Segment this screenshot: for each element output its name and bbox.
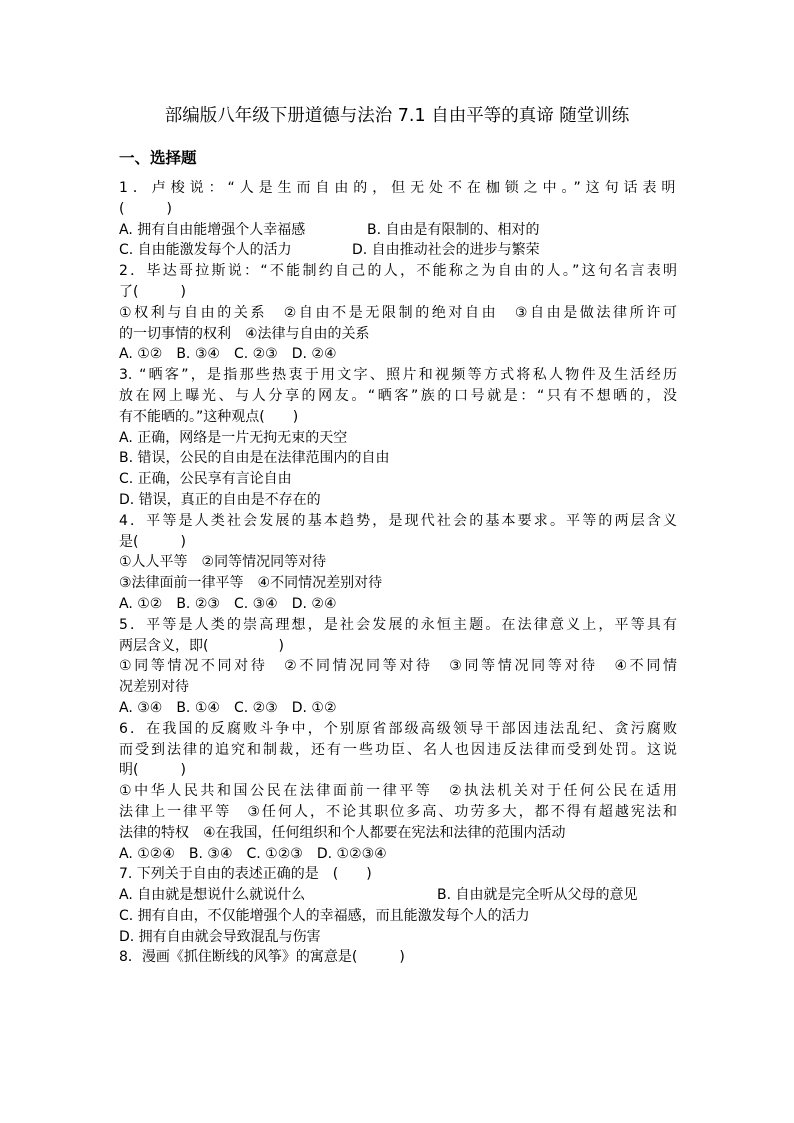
question-4-stem: 4．平等是人类社会发展的基本趋势，是现代社会的基本要求。平等的两层含义 [119,512,677,529]
question-6-options[interactable]: A. ①②④ B. ③④ C. ①②③ D. ①②③④ [119,845,387,862]
question-1-options-row [119,240,677,261]
question-7-option-b[interactable]: B. 自由就是完全听从父母的意见 [437,887,638,904]
question-6-statements: ①中华人民共和国公民在法律面前一律平等 ②执法机关对于任何公民在适用 [119,783,677,800]
question-5-stem: 5．平等是人类的崇高理想，是社会发展的永恒主题。在法律意义上，平等具有 [119,616,677,633]
question-3-stem: 放在网上曝光、与人分享的网友。“晒客”族的口号就是：“只有不想晒的，没 [119,387,677,404]
question-3-option-c[interactable]: C. 正确，公民享有言论自由 [119,471,292,488]
question-6-stem: 6．在我国的反腐败斗争中，个别原省部级高级领导干部因违法乱纪、贪污腐败 [119,720,677,737]
question-7-option-d[interactable]: D. 拥有自由就会导致混乱与伤害 [119,928,321,945]
page-title: 部编版八年级下册道德与法治 7.1 自由平等的真谛 随堂训练 [164,106,630,126]
question-4-statements: ③法律面前一律平等 ④不同情况差别对待 [119,575,383,592]
question-3-option-d[interactable]: D. 错误，真正的自由是不存在的 [119,491,321,508]
question-4-options[interactable]: A. ①② B. ②③ C. ③④ D. ②④ [119,595,337,612]
question-1-option-c[interactable]: C. 自由能激发每个人的活力 [119,242,292,259]
question-2-stem: 2．毕达哥拉斯说：“不能制约自己的人，不能称之为自由的人。”这句名言表明 [119,263,677,280]
question-8-stem: 8．漫画《抓住断线的风筝》的寓意是( ) [119,949,405,966]
question-5-stem: 两层含义，即( ) [119,637,284,654]
question-6-statements: 法律上一律平等 ③任何人，不论其职位多高、功劳多大，都不得有超越宪法和 [119,803,677,820]
question-7-option-c[interactable]: C. 拥有自由，不仅能增强个人的幸福感，而且能激发每个人的活力 [119,907,530,924]
question-2-statements: ①权利与自由的关系 ②自由不是无限制的绝对自由 ③自由是做法律所许可 [119,304,677,321]
question-list [119,178,677,968]
question-2-bracket: 了( ) [119,283,186,300]
question-2-options[interactable]: A. ①② B. ③④ C. ②③ D. ②④ [119,346,337,363]
question-3-stem: 3. “晒客”，是指那些热衷于用文字、照片和视频等方式将私人物件及生活经历 [119,367,677,384]
question-5-options[interactable]: A. ③④ B. ①④ C. ②③ D. ①② [119,699,337,716]
question-3-option-b[interactable]: B. 错误，公民的自由是在法律范围内的自由 [119,450,390,467]
question-2-statements: 的一切事情的权利 ④法律与自由的关系 [119,325,370,342]
question-1-option-b[interactable]: B. 自由是有限制的、相对的 [367,221,540,238]
question-5-statements: ①同等情况不同对待 ②不同情况同等对待 ③同等情况同等对待 ④不同情 [119,658,677,675]
question-7-options-row [119,885,677,906]
question-6-stem: 而受到法律的追究和制裁，还有一些功臣、名人也因违反法律而受到处罚。这说 [119,741,677,758]
section-heading: 一、选择题 [119,149,197,167]
question-5-statements: 况差别对待 [119,679,189,696]
question-1-option-d[interactable]: D. 自由推动社会的进步与繁荣 [352,242,540,259]
question-6-bracket: 明( ) [119,762,186,779]
question-1-option-a[interactable]: A. 拥有自由能增强个人幸福感 [119,221,306,238]
question-1-bracket: ( ) [119,200,172,217]
question-7-stem: 7. 下列关于自由的表述正确的是 ( ) [119,866,372,883]
question-6-statements: 法律的特权 ④在我国，任何组织和个人都要在宪法和法律的范围内活动 [119,824,566,841]
question-1-stem: 1．卢梭说：“人是生而自由的，但无处不在枷锁之中。”这句话表明 [119,180,677,196]
question-3-stem: 有不能晒的。”这种观点( ) [119,408,299,425]
question-7-option-a[interactable]: A. 自由就是想说什么就说什么 [119,887,306,904]
question-4-bracket: 是( ) [119,533,186,550]
question-4-statements: ①人人平等 ②同等情况同等对待 [119,554,327,571]
question-1-options-row [119,220,677,241]
question-3-option-a[interactable]: A. 正确，网络是一片无拘无束的天空 [119,429,348,446]
